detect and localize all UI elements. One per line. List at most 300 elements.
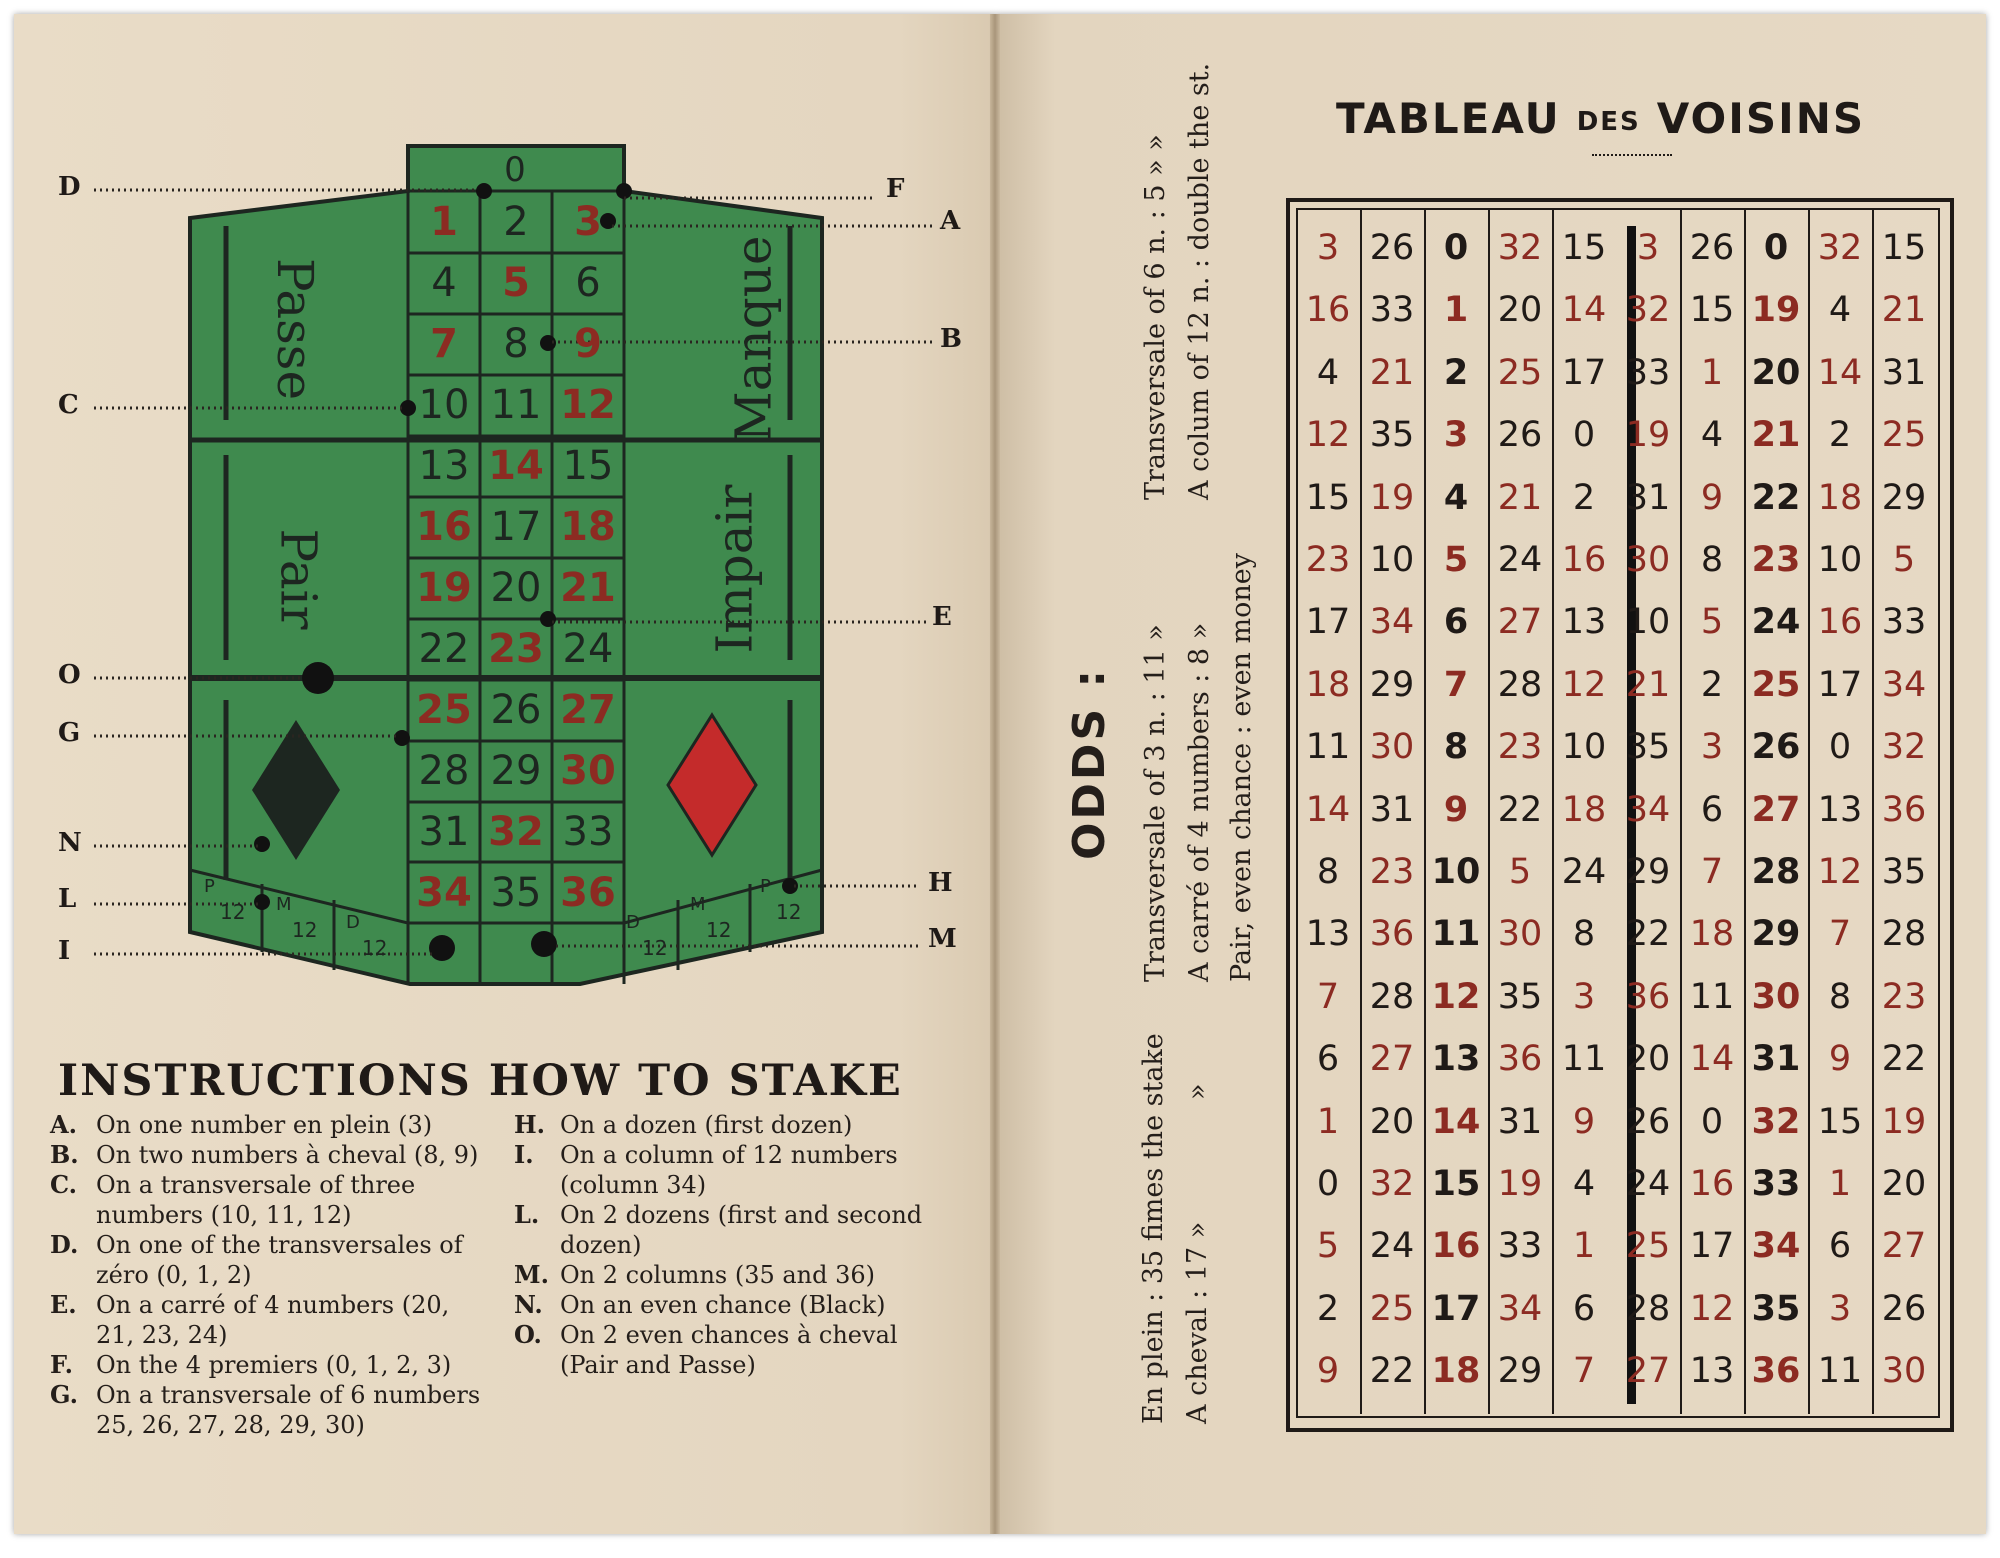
instruction-key: N.	[514, 1290, 543, 1319]
voisins-number: 13	[1689, 1351, 1735, 1392]
voisins-number: 22	[1751, 477, 1801, 518]
voisins-number: 15	[1305, 477, 1351, 518]
voisins-number: 26	[1369, 228, 1415, 268]
voisins-number: 1	[1316, 1101, 1340, 1142]
voisins-number: 11	[1431, 914, 1481, 955]
voisins-number: 8	[1572, 914, 1596, 955]
dozen-number: 12	[642, 936, 668, 960]
label-H: H	[928, 868, 953, 898]
voisins-number: 18	[1817, 477, 1863, 518]
voisins-number: 19	[1369, 477, 1415, 518]
voisins-number: 18	[1431, 1351, 1481, 1392]
voisins-number: 16	[1305, 290, 1351, 331]
voisins-number: 7	[1700, 852, 1724, 892]
number-cell: 7	[430, 321, 458, 367]
voisins-number: 34	[1881, 664, 1927, 705]
voisins-number: 3	[1636, 228, 1660, 268]
voisins-number: 14	[1305, 789, 1351, 830]
voisins-number: 25	[1497, 352, 1543, 393]
instruction-key: F.	[50, 1350, 73, 1379]
label-L: L	[58, 884, 77, 914]
instruction-item	[50, 1350, 490, 1380]
voisins-number: 0	[1316, 1164, 1340, 1204]
voisins-number: 18	[1689, 914, 1735, 955]
voisins-number: 5	[1892, 540, 1916, 580]
number-cell: 30	[560, 748, 616, 794]
voisins-number: 4	[1700, 415, 1724, 456]
number-cell: 22	[418, 626, 470, 672]
voisins-number: 29	[1497, 1351, 1543, 1392]
voisins-number: 9	[1443, 789, 1469, 830]
voisins-number: 0	[1443, 228, 1469, 268]
voisins-number: 19	[1497, 1164, 1543, 1204]
voisins-number: 2	[1572, 477, 1596, 518]
instruction-text: On the 4 premiers (0, 1, 2, 3)	[96, 1351, 452, 1379]
voisins-number: 36	[1881, 789, 1927, 830]
voisins-number: 13	[1561, 602, 1607, 643]
voisins-number: 25	[1369, 1288, 1415, 1329]
voisins-number: 1	[1572, 1226, 1596, 1267]
voisins-number: 21	[1881, 290, 1927, 331]
voisins-number: 27	[1625, 1351, 1671, 1392]
voisins-number: 4	[1443, 477, 1469, 518]
voisins-number: 28	[1625, 1288, 1671, 1329]
instruction-key: I.	[514, 1140, 534, 1169]
instruction-text: On one number en plein (3)	[96, 1111, 433, 1139]
instruction-item	[514, 1320, 954, 1380]
odds-colum: A colum of 12 n. : double the st.	[1184, 62, 1215, 500]
odds-transversale-6: Transversale of 6 n. : 5 » »	[1140, 134, 1171, 500]
instruction-text: On an even chance (Black)	[560, 1291, 886, 1319]
voisins-number: 27	[1881, 1226, 1927, 1267]
dozen-letter: D	[346, 912, 360, 933]
instruction-key: A.	[50, 1110, 77, 1139]
voisins-number: 9	[1700, 477, 1724, 518]
voisins-number: 3	[1828, 1288, 1852, 1329]
voisins-number: 23	[1751, 540, 1801, 580]
voisins-number: 29	[1625, 852, 1671, 892]
label-G: G	[58, 718, 81, 748]
voisins-number: 21	[1497, 477, 1543, 518]
voisins-number: 30	[1369, 727, 1415, 768]
number-cell: 21	[560, 565, 616, 611]
voisins-number: 16	[1689, 1164, 1735, 1204]
voisins-number: 5	[1508, 852, 1532, 892]
label-I: I	[58, 936, 71, 966]
voisins-number: 26	[1497, 415, 1543, 456]
instruction-key: B.	[50, 1140, 79, 1169]
instruction-text: On a dozen (first dozen)	[560, 1111, 853, 1139]
voisins-number: 11	[1305, 727, 1351, 768]
voisins-number: 24	[1497, 540, 1543, 580]
voisins-number: 17	[1817, 664, 1863, 705]
number-cell: 36	[560, 870, 616, 916]
voisins-number: 11	[1561, 1039, 1607, 1080]
voisins-number: 27	[1751, 789, 1801, 830]
voisins-number: 10	[1817, 540, 1863, 580]
title-underline	[1592, 154, 1672, 156]
voisins-number: 3	[1572, 976, 1596, 1017]
voisins-number: 7	[1572, 1351, 1596, 1392]
voisins-number: 9	[1828, 1039, 1852, 1080]
number-cell: 29	[490, 748, 542, 794]
instruction-key: O.	[514, 1320, 542, 1349]
voisins-title-des: DES	[1576, 106, 1641, 137]
voisins-number: 21	[1369, 352, 1415, 393]
number-cell: 26	[490, 687, 542, 733]
voisins-number: 10	[1369, 540, 1415, 580]
voisins-number: 24	[1369, 1226, 1415, 1267]
voisins-number: 25	[1625, 1226, 1671, 1267]
voisins-number: 16	[1817, 602, 1863, 643]
voisins-number: 33	[1497, 1226, 1543, 1267]
instruction-item	[514, 1200, 954, 1260]
dozen-letter: D	[626, 912, 640, 933]
voisins-number: 12	[1305, 415, 1351, 456]
odds-pair: Pair, even chance : even money	[1226, 553, 1257, 982]
dozen-number: 12	[292, 918, 318, 942]
voisins-number: 24	[1751, 602, 1801, 643]
voisins-number: 19	[1625, 415, 1671, 456]
number-cell: 27	[560, 687, 616, 733]
voisins-number: 13	[1817, 789, 1863, 830]
voisins-number: 2	[1828, 415, 1852, 456]
voisins-number: 23	[1497, 727, 1543, 768]
voisins-number: 21	[1751, 415, 1801, 456]
dozen-number: 12	[706, 918, 732, 942]
voisins-number: 15	[1431, 1164, 1481, 1204]
number-cell: 6	[575, 260, 601, 306]
voisins-number: 34	[1497, 1288, 1543, 1329]
label-N: N	[58, 828, 82, 858]
label-F: F	[886, 174, 905, 204]
instruction-item	[514, 1290, 954, 1320]
voisins-number: 26	[1689, 228, 1735, 268]
voisins-number: 20	[1497, 290, 1543, 331]
number-cell: 20	[490, 565, 542, 611]
voisins-number: 16	[1431, 1226, 1481, 1267]
voisins-number: 13	[1431, 1039, 1481, 1080]
label-M: M	[928, 924, 957, 954]
instruction-item	[50, 1170, 490, 1230]
voisins-number: 34	[1625, 789, 1671, 830]
number-cell: 35	[490, 870, 542, 916]
voisins-number: 4	[1316, 352, 1340, 393]
voisins-number: 14	[1561, 290, 1607, 331]
voisins-number: 24	[1561, 852, 1607, 892]
voisins-number: 20	[1751, 352, 1801, 393]
dozen-letter: M	[690, 894, 706, 915]
voisins-number: 1	[1700, 352, 1724, 393]
voisins-number: 24	[1625, 1164, 1671, 1204]
voisins-number: 7	[1316, 976, 1340, 1017]
voisins-number: 31	[1751, 1039, 1801, 1080]
voisins-number: 22	[1369, 1351, 1415, 1392]
voisins-number: 29	[1751, 914, 1801, 955]
voisins-number: 11	[1817, 1351, 1863, 1392]
voisins-number: 8	[1443, 727, 1469, 768]
number-cell: 4	[431, 260, 457, 306]
dozen-letter: M	[276, 894, 292, 915]
voisins-number: 20	[1369, 1101, 1415, 1142]
number-cell: 16	[416, 504, 472, 550]
voisins-number: 5	[1316, 1226, 1340, 1267]
voisins-number: 7	[1828, 914, 1852, 955]
instruction-key: L.	[514, 1200, 540, 1229]
voisins-number: 5	[1443, 540, 1469, 580]
number-cell: 25	[416, 687, 472, 733]
voisins-number: 35	[1497, 976, 1543, 1017]
number-cell: 23	[488, 626, 544, 672]
zone-manque: Manque	[724, 235, 783, 443]
voisins-title-a: TABLEAU	[1336, 94, 1561, 143]
instruction-key: G.	[50, 1380, 78, 1409]
voisins-number: 17	[1561, 352, 1607, 393]
voisins-number: 8	[1828, 976, 1852, 1017]
voisins-title-c: VOISINS	[1656, 94, 1866, 143]
voisins-number: 6	[1316, 1039, 1340, 1080]
voisins-number: 2	[1443, 352, 1469, 393]
instruction-text: On a transversale of 6 numbers 25, 26, 27, 28, 29, 30)	[96, 1381, 481, 1439]
dozen-number: 12	[776, 900, 802, 924]
voisins-number: 6	[1700, 789, 1724, 830]
voisins-number: 8	[1700, 540, 1724, 580]
voisins-number: 30	[1497, 914, 1543, 955]
voisins-number: 0	[1700, 1101, 1724, 1142]
dozen-number: 12	[362, 936, 388, 960]
instruction-key: H.	[514, 1110, 546, 1139]
dozen-letter: P	[760, 876, 771, 897]
voisins-number: 13	[1305, 914, 1351, 955]
number-cell: 32	[488, 809, 544, 855]
number-cell: 33	[562, 809, 614, 855]
voisins-number: 30	[1881, 1351, 1927, 1392]
voisins-number: 25	[1881, 415, 1927, 456]
number-cell: 12	[560, 382, 616, 428]
number-cell: 11	[490, 382, 542, 428]
dozen-number: 12	[220, 900, 246, 924]
instruction-item	[50, 1230, 490, 1290]
voisins-number: 10	[1431, 852, 1481, 892]
zone-pair: Pair	[269, 528, 328, 630]
number-cell: 1	[430, 199, 458, 245]
voisins-number: 32	[1625, 290, 1671, 331]
voisins-number: 12	[1561, 664, 1607, 705]
voisins-number: 28	[1369, 976, 1415, 1017]
voisins-number: 17	[1689, 1226, 1735, 1267]
zone-impair: Impair	[705, 484, 764, 654]
instruction-item	[514, 1140, 954, 1200]
voisins-number: 32	[1817, 228, 1863, 268]
voisins-number: 26	[1751, 727, 1801, 768]
voisins-number: 35	[1881, 852, 1927, 892]
odds-a-cheval: A cheval : 17 »	[1182, 1221, 1213, 1424]
voisins-number: 7	[1443, 664, 1469, 705]
number-cell: 9	[574, 321, 602, 367]
voisins-number: 10	[1625, 602, 1671, 643]
voisins-number: 32	[1751, 1101, 1801, 1142]
voisins-number: 31	[1497, 1101, 1543, 1142]
voisins-number: 33	[1881, 602, 1927, 643]
instruction-key: E.	[50, 1290, 77, 1319]
voisins-number: 3	[1316, 228, 1340, 268]
number-cell: 5	[502, 260, 530, 306]
voisins-number: 6	[1443, 602, 1469, 643]
instruction-text: On a carré of 4 numbers (20, 21, 23, 24)	[96, 1291, 450, 1349]
number-cell: 17	[490, 504, 542, 550]
voisins-number: 27	[1369, 1039, 1415, 1080]
voisins-number: 35	[1625, 727, 1671, 768]
instructions-title: INSTRUCTIONS HOW TO STAKE	[58, 1056, 903, 1106]
voisins-number: 31	[1625, 477, 1671, 518]
odds-transversale-3: Transversale of 3 n. : 11 »	[1140, 624, 1171, 982]
voisins-number: 22	[1497, 789, 1543, 830]
instruction-text: On one of the transversales of zéro (0, 1, 2)	[96, 1231, 463, 1289]
voisins-number: 36	[1497, 1039, 1543, 1080]
voisins-number: 29	[1369, 664, 1415, 705]
instruction-item	[50, 1140, 490, 1170]
voisins-number: 3	[1700, 727, 1724, 768]
label-D: D	[58, 172, 81, 202]
voisins-number: 30	[1625, 540, 1671, 580]
zone-passe: Passe	[266, 257, 325, 401]
instruction-text: On 2 even chances à cheval (Pair and Passe)	[560, 1321, 898, 1379]
voisins-number: 15	[1689, 290, 1735, 331]
label-A: A	[940, 206, 961, 236]
instruction-text: On a transversale of three numbers (10, 11, 12)	[96, 1171, 416, 1229]
voisins-number: 20	[1881, 1164, 1927, 1204]
voisins-number: 1	[1828, 1164, 1852, 1204]
voisins-number: 12	[1817, 852, 1863, 892]
voisins-number: 34	[1751, 1226, 1801, 1267]
number-cell: 31	[418, 809, 470, 855]
voisins-number: 9	[1316, 1351, 1340, 1392]
voisins-number: 35	[1369, 415, 1415, 456]
voisins-number: 15	[1817, 1101, 1863, 1142]
voisins-number: 32	[1369, 1164, 1415, 1204]
voisins-number: 10	[1561, 727, 1607, 768]
instruction-item	[514, 1110, 954, 1140]
voisins-number: 11	[1689, 976, 1735, 1017]
voisins-number: 9	[1572, 1101, 1596, 1142]
voisins-number: 23	[1369, 852, 1415, 892]
voisins-number: 17	[1431, 1288, 1481, 1329]
odds-a-cheval-mark: »	[1182, 1083, 1213, 1100]
voisins-number: 14	[1817, 352, 1863, 393]
voisins-number: 33	[1751, 1164, 1801, 1204]
number-cell: 15	[562, 443, 614, 489]
voisins-number: 2	[1700, 664, 1724, 705]
dozen-letter: P	[204, 876, 215, 897]
instructions-column-2	[514, 1110, 954, 1380]
voisins-number: 4	[1828, 290, 1852, 331]
instruction-text: On 2 columns (35 and 36)	[560, 1261, 876, 1289]
number-cell: 28	[418, 748, 470, 794]
odds-title: ODDS :	[1064, 666, 1115, 860]
voisins-number: 12	[1689, 1288, 1735, 1329]
voisins-title	[1336, 94, 1865, 143]
instruction-text: On two numbers à cheval (8, 9)	[96, 1141, 479, 1169]
instruction-item	[50, 1110, 490, 1140]
voisins-number: 12	[1431, 976, 1481, 1017]
number-cell: 3	[574, 199, 602, 245]
number-cell: 18	[560, 504, 616, 550]
instruction-key: D.	[50, 1230, 79, 1259]
label-C: C	[58, 390, 79, 420]
instruction-item	[50, 1290, 490, 1350]
voisins-number: 8	[1316, 852, 1340, 892]
voisins-number: 27	[1497, 602, 1543, 643]
voisins-number: 2	[1316, 1288, 1340, 1329]
number-cell: 19	[416, 565, 472, 611]
voisins-number: 31	[1881, 352, 1927, 393]
number-cell: 10	[418, 382, 470, 428]
instruction-key: M.	[514, 1260, 549, 1289]
voisins-number: 33	[1625, 352, 1671, 393]
instruction-item	[514, 1260, 954, 1290]
voisins-number: 19	[1751, 290, 1801, 331]
voisins-number: 0	[1572, 415, 1596, 456]
voisins-number: 33	[1369, 290, 1415, 331]
instruction-item	[50, 1380, 490, 1440]
instruction-text: On 2 dozens (first and second dozen)	[560, 1201, 923, 1259]
label-O: O	[58, 660, 81, 690]
voisins-number: 31	[1369, 789, 1415, 830]
zero-cell: 0	[504, 150, 526, 190]
instruction-key: C.	[50, 1170, 78, 1199]
number-cell: 2	[503, 199, 529, 245]
odds-en-plein: En plein : 35 fimes the stake	[1138, 1033, 1169, 1424]
voisins-number: 36	[1625, 976, 1671, 1017]
voisins-number: 18	[1561, 789, 1607, 830]
voisins-number: 15	[1561, 228, 1607, 268]
voisins-number: 26	[1625, 1101, 1671, 1142]
voisins-number: 20	[1625, 1039, 1671, 1080]
voisins-number: 28	[1881, 914, 1927, 955]
voisins-number: 36	[1369, 914, 1415, 955]
voisins-number: 22	[1881, 1039, 1927, 1080]
voisins-number: 25	[1751, 664, 1801, 705]
voisins-number: 4	[1572, 1164, 1596, 1204]
voisins-number: 0	[1763, 228, 1789, 268]
voisins-number: 32	[1881, 727, 1927, 768]
number-cell: 13	[418, 443, 470, 489]
voisins-number: 19	[1881, 1101, 1927, 1142]
voisins-number: 6	[1572, 1288, 1596, 1329]
voisins-number: 36	[1751, 1351, 1801, 1392]
voisins-number: 6	[1828, 1226, 1852, 1267]
voisins-number: 5	[1700, 602, 1724, 643]
voisins-number: 14	[1689, 1039, 1735, 1080]
voisins-number: 21	[1625, 664, 1671, 705]
number-cell: 24	[562, 626, 614, 672]
voisins-number: 16	[1561, 540, 1607, 580]
voisins-number: 17	[1305, 602, 1351, 643]
voisins-number: 23	[1881, 976, 1927, 1017]
instruction-text: On a column of 12 numbers (column 34)	[560, 1141, 898, 1199]
voisins-number: 23	[1305, 540, 1351, 580]
odds-carre: A carré of 4 numbers : 8 »	[1184, 622, 1215, 982]
number-cell: 14	[488, 443, 544, 489]
voisins-number: 26	[1881, 1288, 1927, 1329]
voisins-number: 30	[1751, 976, 1801, 1017]
voisins-number: 14	[1431, 1101, 1481, 1142]
voisins-number: 32	[1497, 228, 1543, 268]
label-B: B	[940, 324, 962, 354]
number-cell: 8	[503, 321, 529, 367]
instructions-column-1	[50, 1110, 490, 1440]
voisins-number: 22	[1625, 914, 1671, 955]
